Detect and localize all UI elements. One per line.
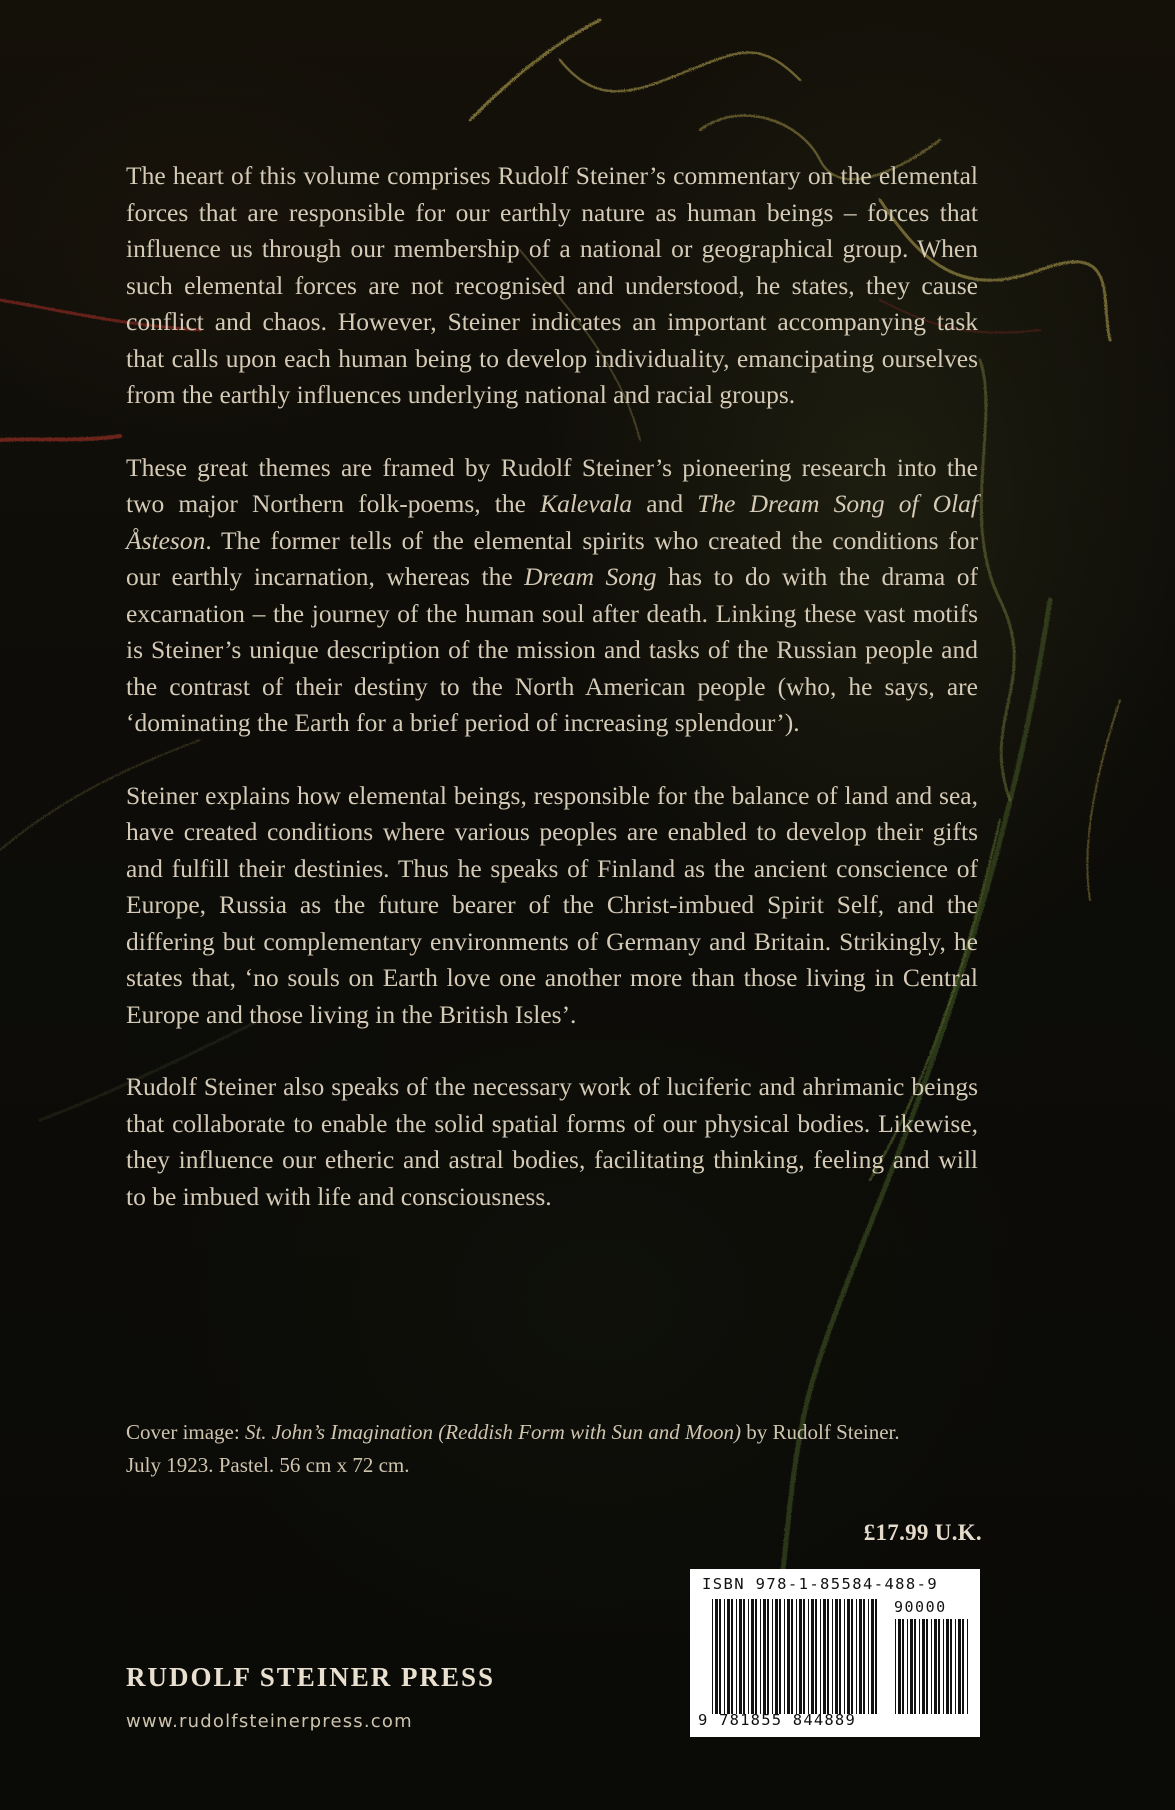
italic-title-text: Kalevala: [540, 489, 633, 518]
barcode-bar: [719, 1599, 721, 1714]
italic-title-text: Dream Song: [524, 562, 657, 591]
barcode-bar: [938, 1619, 940, 1714]
barcode-bar: [779, 1599, 781, 1714]
barcode-bar: [856, 1599, 857, 1714]
barcode-bar: [808, 1599, 809, 1714]
body-text: These great themes are framed by Rudolf Steiner’s pioneering research into the two major Northern folk-poems, the: [126, 452, 978, 518]
barcode-bar: [902, 1619, 904, 1714]
barcode-bar: [775, 1599, 778, 1714]
barcode-bar: [787, 1599, 790, 1714]
barcode-bar: [755, 1599, 757, 1714]
barcode-bar: [844, 1599, 845, 1714]
blurb-text: [126, 158, 978, 1251]
artwork-title: St. John’s Imagination (Reddish Form with Sun and Moon): [244, 1420, 741, 1444]
barcode-bar: [962, 1619, 964, 1714]
publisher-website: www.rudolfsteinerpress.com: [126, 1711, 413, 1732]
body-text: Rudolf Steiner also speaks of the necessary work of luciferic and ahrimanic beings that collaborate to enable the solid spatial forms of our physical bodies. Likewise, they influence our etheric and astral bodies, facilitating thinking, feeling and will to be imbued with life and consciousness.: [126, 1072, 978, 1211]
barcode-bar: [815, 1599, 817, 1714]
barcode-bar: [715, 1599, 718, 1714]
barcode-bar: [922, 1619, 925, 1714]
barcode-bar: [943, 1619, 944, 1714]
barcode-bar: [820, 1599, 821, 1714]
barcode-bar: [803, 1599, 805, 1714]
barcode-bar: [958, 1619, 961, 1714]
body-text: and: [632, 489, 698, 518]
barcode-bar: [895, 1619, 896, 1714]
barcode-bar: [851, 1599, 853, 1714]
body-text: has to do with the drama of excarnation – the journey of the human soul after death. Linking these vast motifs is Steiner’s unique description of the mission and tasks of the Russian people and the contrast of their destiny to the North American people (who, he says, are ‘dominating the Earth for a brief period of increasing splendour’).: [126, 562, 978, 737]
ean-digits: 9 781855 844889: [698, 1711, 856, 1729]
barcode-bar: [736, 1599, 737, 1714]
barcode-bar: [859, 1599, 862, 1714]
publisher-name: RUDOLF STEINER PRESS: [126, 1662, 496, 1692]
blurb-paragraph: [126, 778, 978, 1034]
barcode-bar: [724, 1599, 725, 1714]
price-addon-code: 90000: [894, 1598, 947, 1616]
barcode-bar: [955, 1619, 956, 1714]
barcode-bar: [898, 1619, 901, 1714]
barcode-bar: [811, 1599, 814, 1714]
barcode-bar: [796, 1599, 797, 1714]
barcode-bar: [914, 1619, 916, 1714]
barcode-bar: [847, 1599, 850, 1714]
barcode-bar: [772, 1599, 773, 1714]
barcode-bar: [731, 1599, 733, 1714]
credit-suffix: by Rudolf Steiner.: [740, 1420, 900, 1444]
barcode-bar: [875, 1599, 877, 1714]
barcode-bar: [950, 1619, 952, 1714]
barcode-bar: [791, 1599, 793, 1714]
barcode-bar: [760, 1599, 761, 1714]
barcode-bar: [919, 1619, 920, 1714]
italic-title-text: The Dream Song of Olaf Åsteson: [126, 489, 979, 555]
barcode-bar: [799, 1599, 802, 1714]
barcode-bar: [784, 1599, 785, 1714]
barcode: [690, 1569, 980, 1737]
barcode-bar: [910, 1619, 913, 1714]
price: £17.99 U.K.: [863, 1520, 982, 1545]
isbn-label: ISBN 978-1-85584-488-9: [702, 1575, 939, 1593]
barcode-bar: [835, 1599, 838, 1714]
barcode-bar: [743, 1599, 745, 1714]
barcode-bar: [871, 1599, 874, 1714]
credit-details: July 1923. Pastel. 56 cm x 72 cm.: [126, 1453, 410, 1477]
blurb-paragraph: [126, 1069, 978, 1215]
blurb-paragraph: [126, 158, 978, 414]
barcode-bar: [712, 1599, 713, 1714]
cover-image-credit: [126, 1416, 996, 1482]
barcode-bar: [967, 1619, 968, 1714]
body-text: The heart of this volume comprises Rudolf Steiner’s commentary on the elemental forces that are responsible for our earthly nature as human beings – forces that influence us through our membership of a national or geographical group. When such elemental forces are not recognised and understood, he states, they cause conflict and chaos. However, Steiner indicates an important accompanying task that calls upon each human being to develop individuality, emancipating ourselves from the earthly influences underlying national and racial groups.: [126, 161, 978, 409]
barcode-bar: [763, 1599, 766, 1714]
barcode-bar: [767, 1599, 769, 1714]
blurb-paragraph: [126, 450, 978, 742]
barcode-bar: [907, 1619, 908, 1714]
barcode-bar: [926, 1619, 928, 1714]
barcode-bar: [931, 1619, 932, 1714]
barcode-bar: [946, 1619, 949, 1714]
barcode-bar: [751, 1599, 754, 1714]
barcode-bar: [748, 1599, 749, 1714]
barcode-bar: [868, 1599, 869, 1714]
barcode-bar: [827, 1599, 829, 1714]
barcode-bar: [823, 1599, 826, 1714]
credit-prefix: Cover image:: [126, 1420, 245, 1444]
barcode-bar: [727, 1599, 730, 1714]
barcode-bar: [839, 1599, 841, 1714]
body-text: . The former tells of the elemental spirits who created the conditions for our earthly incarnation, whereas the: [126, 525, 978, 591]
barcode-bar: [863, 1599, 865, 1714]
barcode-bar: [934, 1619, 937, 1714]
body-text: Steiner explains how elemental beings, responsible for the balance of land and sea, have created conditions where various peoples are enabled to develop their gifts and fulfill their destinies. Thus he speaks of Finland as the ancient conscience of Europe, Russia as the future bearer of the Christ-imbued Spirit Self, and the differing but complementary environments of Germany and Britain. Strikingly, he states that, ‘no souls on Earth love one another more than those living in Central Europe and those living in the British Isles’.: [126, 780, 978, 1029]
barcode-bar: [832, 1599, 833, 1714]
barcode-bar: [739, 1599, 742, 1714]
